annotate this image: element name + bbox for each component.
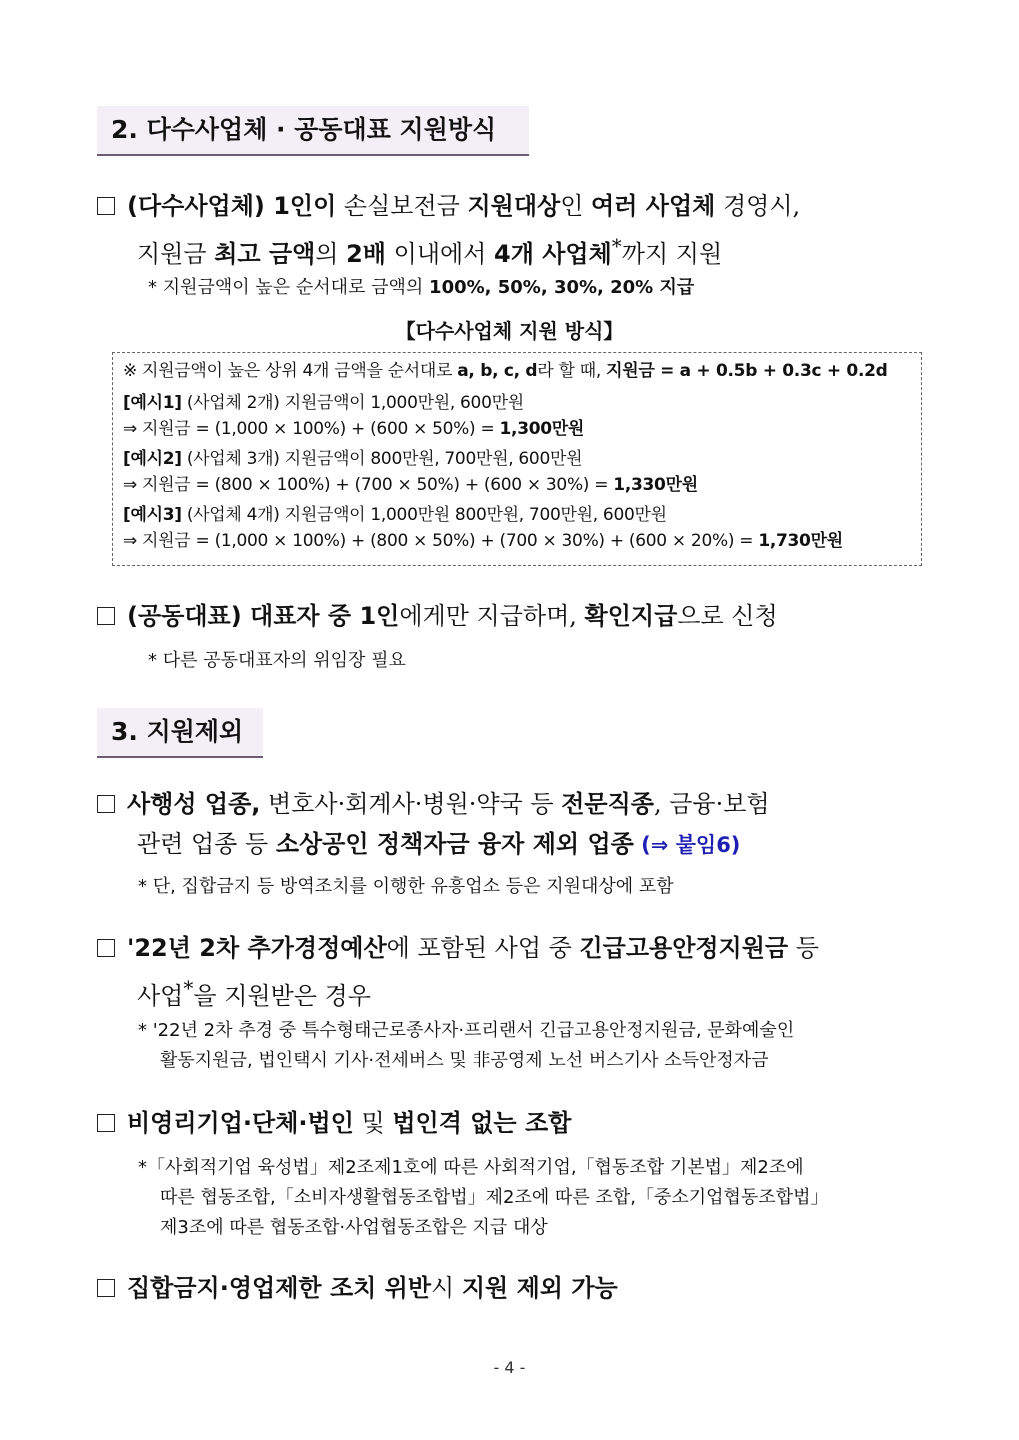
paragraph-nonprofit: 비영리기업·단체·법인 및 법인격 없는 조합 <box>97 1103 927 1143</box>
checkbox-bullet-icon <box>97 607 115 625</box>
checkbox-bullet-icon <box>97 1279 115 1297</box>
note-supplementary-budget: * '22년 2차 추경 중 특수형태근로종사자·프리랜서 긴급고용안정지원금, 문화예술인 활동지원금, 법인택시 기사·전세버스 및 非공영제 노선 버스기사 소득안정자금 <box>138 1020 795 1071</box>
note-cooperatives: *「사회적기업 육성법」제2조제1호에 따른 사회적기업,「협동조합 기본법」제2조에 따른 협동조합,「소비자생활협동조합법」제2조에 따른 조합,「중소기업협동조합법」 제3조에 따른 협동조합·사업협동조합은 지급 대상 <box>138 1157 829 1238</box>
note-support-ratio: * 지원금액이 높은 순서대로 금액의 100%, 50%, 30%, 20% 지급 <box>148 277 695 298</box>
paragraph-joint-representative: (공동대표) 대표자 중 1인에게만 지급하며, 확인지급으로 신청 <box>97 596 927 636</box>
example-2: [예시2] (사업체 3개) 지원금액이 800만원, 700만원, 600만원 ⇒ 지원금 = (800 × 100%) + (700 × 50%) + (600 × 30%) = 1,330만원 <box>123 449 698 495</box>
example-box <box>112 352 922 566</box>
box-caption: 【다수사업체 지원 방식】 <box>395 319 624 343</box>
example-3: [예시3] (사업체 4개) 지원금액이 1,000만원 800만원, 700만원, 600만원 ⇒ 지원금 = (1,000 × 100%) + (800 × 50%) + (700 × 30%) + (600 × 20%) = 1,730만원 <box>123 505 843 551</box>
paragraph-supplementary-budget: '22년 2차 추가경정예산에 포함된 사업 중 긴급고용안정지원금 등 사업*을 지원받은 경우 <box>97 928 927 1016</box>
checkbox-bullet-icon <box>97 939 115 957</box>
paragraph-excluded-business: 사행성 업종, 변호사·회계사·병원·약국 등 전문직종, 금융·보험 관련 업종 등 소상공인 정책자금 융자 제외 업종 (⇒ 붙임6) <box>97 784 927 865</box>
checkbox-bullet-icon <box>97 197 115 215</box>
section-2-title: 2. 다수사업체 · 공동대표 지원방식 <box>97 106 529 156</box>
page-number: - 4 - <box>493 1358 526 1377</box>
note-entertainment-included: * 단, 집합금지 등 방역조치를 이행한 유흥업소 등은 지원대상에 포함 <box>138 876 674 897</box>
formula-line: ※ 지원금액이 높은 상위 4개 금액을 순서대로 a, b, c, d라 할 때, 지원금 = a + 0.5b + 0.3c + 0.2d <box>123 361 888 381</box>
checkbox-bullet-icon <box>97 1114 115 1132</box>
example-1: [예시1] (사업체 2개) 지원금액이 1,000만원, 600만원 ⇒ 지원금 = (1,000 × 100%) + (600 × 50%) = 1,300만원 <box>123 393 585 439</box>
note-proxy: * 다른 공동대표자의 위임장 필요 <box>148 650 406 671</box>
checkbox-bullet-icon <box>97 795 115 813</box>
paragraph-multi-business: (다수사업체) 1인이 손실보전금 지원대상인 여러 사업체 경영시, 지원금 최고 금액의 2배 이내에서 4개 사업체*까지 지원 <box>97 186 927 274</box>
paragraph-violation: 집합금지·영업제한 조치 위반시 지원 제외 가능 <box>97 1268 927 1308</box>
section-3-title: 3. 지원제외 <box>97 708 263 758</box>
